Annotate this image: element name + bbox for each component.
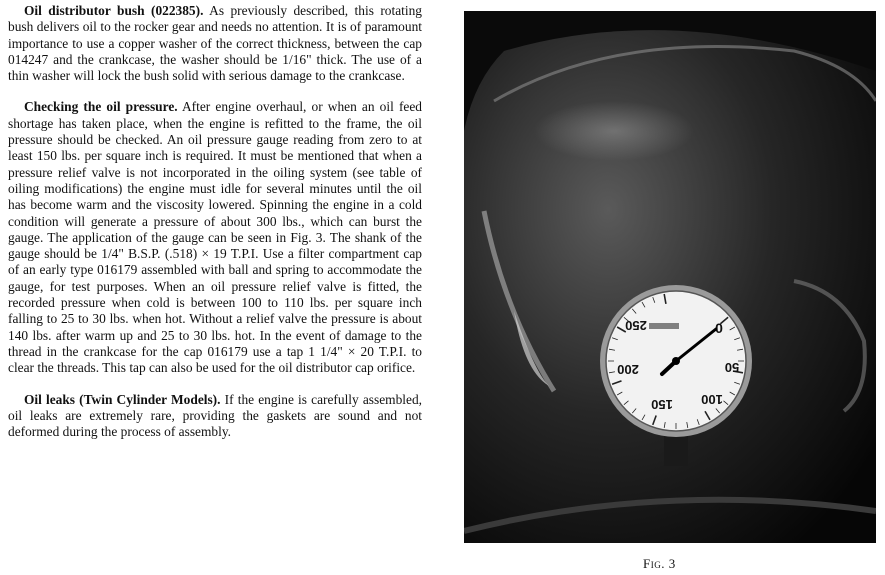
heading-checking-oil-pressure: Checking the oil pressure.	[24, 99, 178, 115]
engine-gauge-photo	[464, 11, 876, 543]
gauge-label-50: 50	[724, 360, 740, 375]
body-checking-oil-pressure: After engine overhaul, or when an oil feed shortage has taken place, when the engine is refitted to the frame, the oil pressure should be checked. An oil pressure gauge reading from zero to at least 150 lbs. per square inch is required. It must be mentioned that when a pressure relief valve is not incorporated in the oiling system (see table of oiling modifications) the engine must idle for several minutes until the oil has become warm and the viscosity lowered. Spinning the engine in a cold condition will generate a pressure of about 300 lbs., which can burst the gauge. The application of the gauge can be seen in Fig. 3. The shank of the gauge should be 1/4" B.S.P. (.518) × 19 T.P.I. Use a filter compartment cap of an early type 016179 assembled with ball and spring to accommodate the gauge, for test purposes. When an oil pressure relief valve is fitted, the recorded pressure when cold is between 100 to 110 lbs. per square inch falling to 25 to 30 lbs. when hot. Without a relief valve the pressure is about 140 lbs. after warm up and 25 to 30 lbs. hot. In the event of damage to the thread in the crankcase for the cap 016179 use a tap 1 1/4" × 20 T.P.I. to clear the threads. This tap can also be used for the oil distributor cap orifice.	[8, 99, 422, 376]
paragraph-oil-leaks	[8, 392, 422, 441]
surface-reflection	[534, 101, 694, 161]
gauge-needle-hub	[672, 357, 680, 365]
gauge-label-250: 250	[625, 318, 647, 333]
text-column	[8, 3, 422, 440]
gauge-maker-plate	[649, 323, 679, 329]
paragraph-checking-oil-pressure	[8, 99, 422, 376]
gauge-label-100: 100	[701, 392, 723, 407]
figure-3-photo	[464, 11, 876, 543]
figure-caption-text: Fig. 3	[643, 556, 676, 571]
body-oil-distributor-bush: As previously described, this rotating bush delivers oil to the rocker gear and needs no attention. It is of paramount importance to use a copper washer of the correct thickness, between the cap 014247 and the crankcase, the washer should be 1/16" thick. The use of a thin washer will lock the bush solid with serious damage to the crankcase.	[8, 3, 422, 84]
body-oil-leaks: If the engine is carefully assembled, oil leaks are extremely rare, providing the gaskets are sound and not deformed during the process of assembly.	[8, 391, 422, 440]
heading-oil-leaks: Oil leaks (Twin Cylinder Models).	[24, 391, 221, 407]
paragraph-oil-distributor-bush	[8, 3, 422, 84]
figure-caption	[643, 556, 676, 572]
gauge-label-200: 200	[617, 362, 639, 377]
gauge-label-150: 150	[651, 397, 673, 412]
heading-oil-distributor-bush: Oil distributor bush (022385).	[24, 3, 204, 18]
gauge-label-0: 0	[715, 320, 723, 336]
